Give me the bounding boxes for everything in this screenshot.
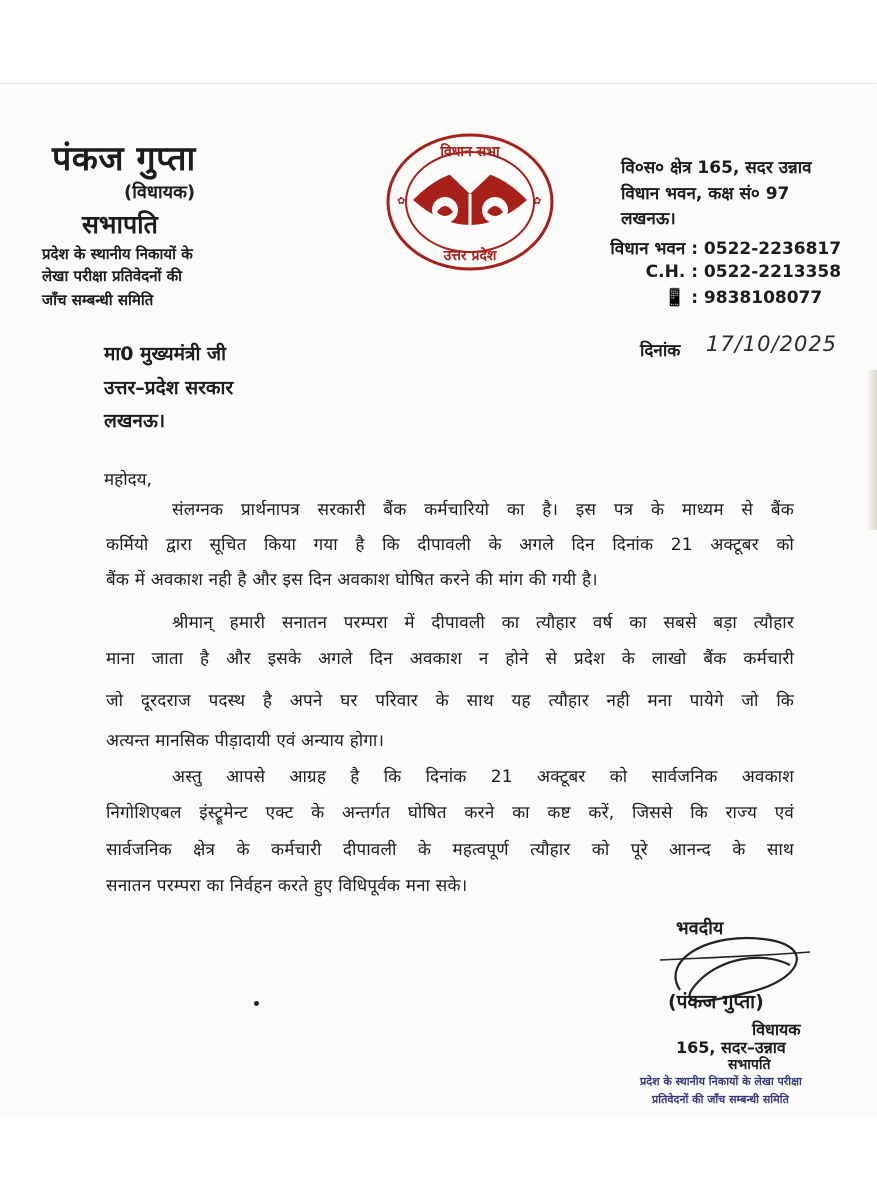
body-p2-line-2: माना जाता है और इसके अगले दिन अवकाश न होने से प्रदेश के लाखो बैंक कर्मचारी xyxy=(106,649,794,669)
body-p2-line-4: अत्यन्त मानसिक पीड़ादायी एवं अन्याय होगा। xyxy=(106,731,385,751)
salutation: महोदय, xyxy=(104,470,152,490)
body-p3-line-3: सार्वजनिक क्षेत्र के कर्मचारी दीपावली के महत्वपूर्ण त्यौहार को पूरे आनन्द के साथ xyxy=(106,840,794,860)
stamp-committee-line-1: प्रदेश के स्थानीय निकायों के लेखा परीक्षा xyxy=(640,1075,802,1088)
emblem-top-text: विधान सभा xyxy=(440,144,500,160)
body-p3-line-2: निगोशिएबल इंस्ट्रूमेन्ट एक्ट के अन्तर्गत घोषित करने का कष्ट करें, जिससे कि राज्य एवं xyxy=(106,803,794,823)
svg-text:✿: ✿ xyxy=(533,196,542,207)
phone-number: 9838108077 xyxy=(703,288,823,308)
committee-line-3: जाँच सम्बन्धी समिति xyxy=(42,291,154,309)
date-label: दिनांक xyxy=(640,341,681,361)
closing-phrase: भवदीय xyxy=(676,918,724,939)
recipient-line-2: उत्तर–प्रदेश सरकार xyxy=(104,377,234,399)
stamp-committee-line-2: प्रतिवेदनों की जाँच सम्बन्धी समिति xyxy=(652,1093,789,1106)
phone-label: विधान भवन : xyxy=(610,239,698,259)
committee-line-1: प्रदेश के स्थानीय निकायों के xyxy=(42,245,193,263)
phone-row-mobile xyxy=(598,288,822,308)
body-p1-line-1: संलग्नक प्रार्थनापत्र सरकारी बैंक कर्मचारियो का है। इस पत्र के माध्यम से बैंक xyxy=(172,500,794,520)
sender-designation: (विधायक) xyxy=(124,182,196,203)
signatory-constituency: 165, सदर–उन्नाव xyxy=(676,1038,786,1057)
emblem-bottom-text: उत्तर प्रदेश xyxy=(443,248,497,264)
address-line-2: विधान भवन, कक्ष सं० 97 xyxy=(621,184,790,204)
signatory-name: (पंकज गुप्ता) xyxy=(668,991,764,1013)
mobile-icon-label: 📱 : xyxy=(664,288,698,308)
phone-number: 0522-2213358 xyxy=(703,262,842,282)
date-value: 17/10/2025 xyxy=(706,332,838,356)
background-below-page xyxy=(0,1118,877,1200)
signatory-chair-title: सभापति xyxy=(728,1057,771,1073)
phone-number: 0522-2236817 xyxy=(703,239,842,259)
address-line-1: वि०स० क्षेत्र 165, सदर उन्नाव xyxy=(621,158,812,178)
phone-label: C.H. : xyxy=(645,262,698,282)
body-p3-line-1: अस्तु आपसे आग्रह है कि दिनांक 21 अक्टूबर को सार्वजनिक अवकाश xyxy=(172,767,794,787)
phone-row-vidhan-bhavan xyxy=(598,236,841,259)
body-p1-line-3: बैंक में अवकाश नही है और इस दिन अवकाश घोषित करने की मांग की गयी है। xyxy=(106,570,598,590)
ink-dot xyxy=(254,1001,259,1006)
body-p2-line-1: श्रीमान् हमारी सनातन परम्परा में दीपावली का त्यौहार वर्ष का सबसे बड़ा त्यौहार xyxy=(172,613,794,633)
body-p1-line-2: कर्मियो द्वारा सूचित किया गया है कि दीपावली के अगले दिन दिनांक 21 अक्टूबर को xyxy=(106,535,794,555)
phone-row-ch xyxy=(598,262,841,282)
vidhan-sabha-emblem xyxy=(385,132,555,272)
address-line-3: लखनऊ। xyxy=(621,209,676,229)
body-p2-line-3: जो दूरदराज पदस्थ है अपने घर परिवार के साथ यह त्यौहार नही मना पायेगे जो कि xyxy=(106,691,794,711)
signatory-designation: विधायक xyxy=(752,1020,801,1039)
committee-line-2: लेखा परीक्षा प्रतिवेदनों की xyxy=(42,267,183,285)
page-edge-shadow xyxy=(867,370,877,530)
recipient-line-3: लखनऊ। xyxy=(104,410,166,432)
sender-chairman-title: सभापति xyxy=(82,210,158,239)
svg-text:✿: ✿ xyxy=(397,196,406,207)
sender-name: पंकज गुप्ता xyxy=(52,139,196,179)
body-p3-line-4: सनातन परम्परा का निर्वहन करते हुए विधिपूर्वक मना सके। xyxy=(106,876,468,896)
recipient-line-1: मा0 मुख्यमंत्री जी xyxy=(104,343,227,365)
